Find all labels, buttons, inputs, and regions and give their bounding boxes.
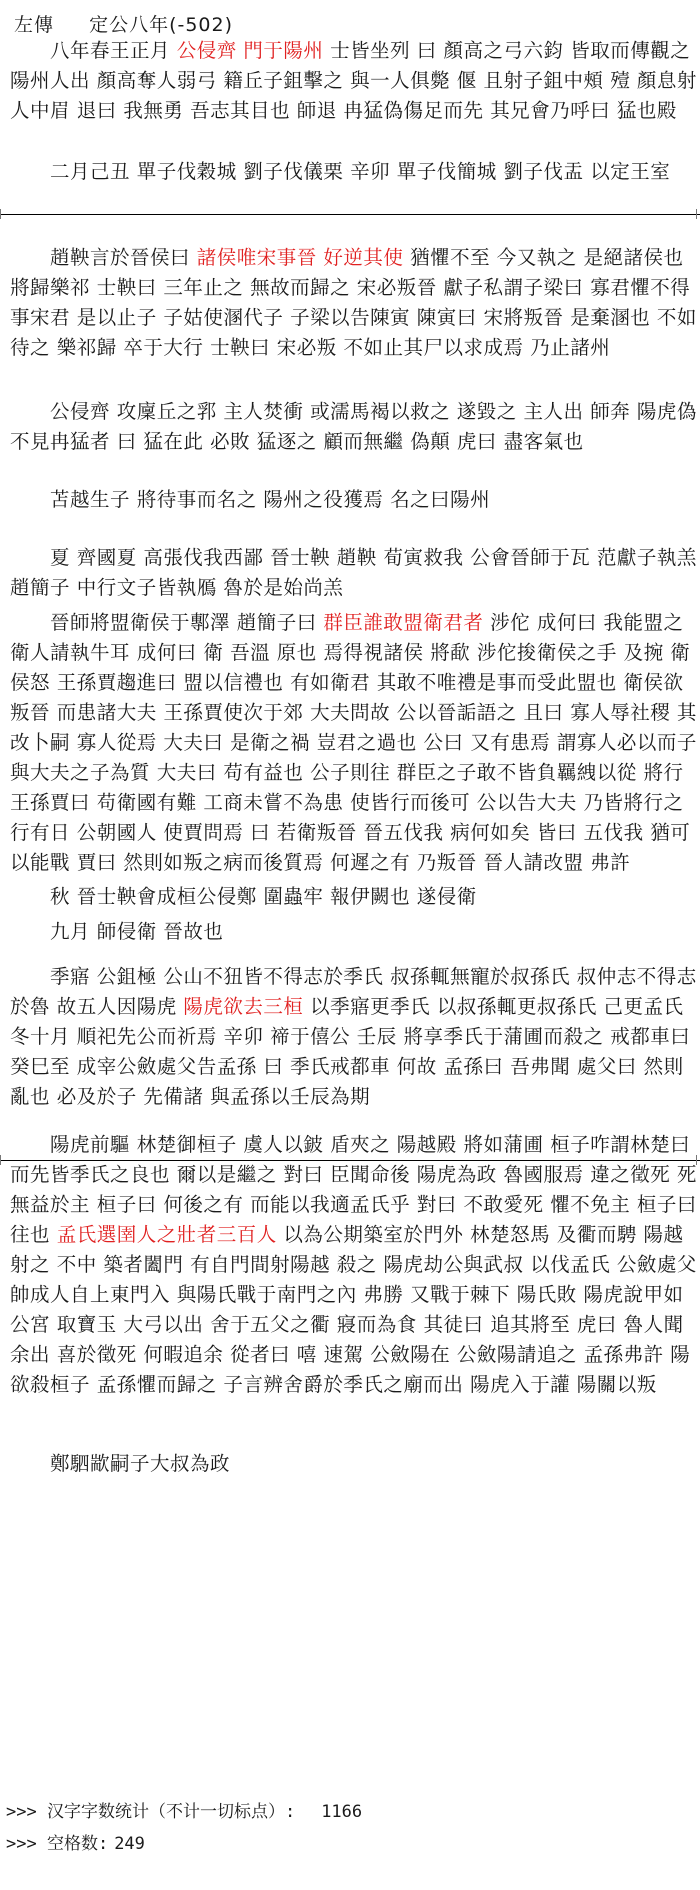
highlighted-text: 群臣誰敢盟衛君者 [323, 611, 484, 634]
highlighted-text: 公侵齊 門于陽州 [176, 39, 324, 62]
paragraph-1 [10, 36, 698, 126]
paragraph-4 [10, 397, 698, 457]
page-break-tick [0, 1155, 1, 1165]
paragraph-2 [10, 157, 698, 187]
text-segment: 九月 師侵衛 晉故也 [50, 920, 224, 943]
highlighted-text: 陽虎欲去三桓 [183, 995, 304, 1018]
paragraph-9 [10, 917, 698, 947]
text-segment: 以為公期築室於門外 林楚怒馬 及衢而騁 陽越射之 不中 築者闔門 有自門間射陽越 殺之 陽虎劫公與武叔 以伐孟氏 公斂處父帥成人自上東門入 與陽氏戰于南門之內 弗勝 又戰于棘下 陽氏敗 陽虎說甲如公宮 取寶玉 大弓以出 舍于五父之衢 寢而為食 其徒曰 追其將至 虎曰 魯人聞余出 喜於徵死 何暇追余 從者曰 嘻 速駕 公斂陽在 公斂陽請追之 孟孫弗許 陽欲殺桓子 孟孫懼而歸之 子言辨舍爵於季氏之廟而出 陽虎入于讙 陽關以叛 [10, 1223, 697, 1396]
text-segment: 季寤 公鉏極 公山不狃皆不得志於季氏 叔孫輒無寵於叔孫氏 叔仲志不得志於魯 故五人因陽虎 [10, 965, 697, 1018]
page-break-tick [0, 209, 1, 219]
document-header [14, 10, 261, 37]
text-segment: 夏 齊國夏 高張伐我西鄙 晉士鞅 趙鞅 荀寅救我 公會晉師于瓦 范獻子執羔 趙簡子 中行文子皆執鴈 魯於是始尚羔 [10, 546, 697, 599]
text-segment: 陽虎前驅 林楚御桓子 虞人以鈹 盾夾之 陽越殿 將如蒲圃 桓子咋謂林楚曰 而先皆季氏之良也 爾以是繼之 對曰 臣聞命後 陽虎為政 魯國服焉 違之徵死 死無益於主 桓子曰 何後之有 而能以我適孟氏乎 對曰 不敢愛死 懼不免主 桓子曰 往也 [10, 1133, 697, 1246]
paragraph-5 [10, 485, 698, 515]
space-count-value: 249 [114, 1834, 145, 1854]
highlighted-text: 孟氏選圉人之壯者三百人 [56, 1223, 277, 1246]
text-segment: 士皆坐列 曰 顏高之弓六鈞 皆取而傳觀之 陽州人出 顏高奪人弱弓 籍丘子鉏擊之 與一人俱斃 偃 且射子鉏中頰 殪 顏息射人中眉 退曰 我無勇 吾志其目也 師退 冉猛偽傷足而先 其兄會乃呼曰 猛也殿 [10, 39, 697, 122]
chapter-title: 定公八年(-502) [89, 14, 234, 36]
text-segment: 苫越生子 將待事而名之 陽州之役獲焉 名之曰陽州 [50, 488, 491, 511]
text-segment: 公侵齊 攻廩丘之郛 主人焚衝 或濡馬褐以救之 遂毀之 主人出 師奔 陽虎偽不見冉猛者 曰 猛在此 必敗 猛逐之 顧而無繼 偽顛 虎曰 盡客氣也 [10, 400, 697, 453]
char-count-line [6, 1797, 362, 1827]
page-break-tick [696, 1155, 697, 1165]
text-segment: 八年春王正月 [50, 39, 177, 62]
page-break-line [0, 214, 700, 215]
paragraph-8 [10, 882, 698, 912]
highlighted-text: 諸侯唯宋事晉 好逆其使 [196, 246, 404, 269]
text-segment: 二月己丑 單子伐穀城 劉子伐儀栗 辛卯 單子伐簡城 劉子伐盂 以定王室 [50, 160, 671, 183]
text-segment: 晉師將盟衛侯于鄟澤 趙簡子曰 [50, 611, 324, 634]
space-count-line [6, 1829, 145, 1859]
text-segment: 猶懼不至 今又執之 是絕諸侯也 將歸樂祁 士鞅曰 三年止之 無故而歸之 宋必叛晉 獻子私謂子梁曰 寡君懼不得事宋君 是以止子 子姑使溷代子 子梁以告陳寅 陳寅曰 宋將叛晉 是棄溷也 不如待之 樂祁歸 卒于大行 士鞅曰 宋必叛 不如止其尸以求成焉 乃止諸州 [10, 246, 697, 359]
page-break-tick [696, 209, 697, 219]
text-segment: 秋 晉士鞅會成桓公侵鄭 圍蟲牢 報伊闕也 遂侵衛 [50, 885, 477, 908]
paragraph-12 [10, 1449, 698, 1479]
paragraph-3 [10, 243, 698, 363]
text-segment: 趙鞅言於晉侯曰 [50, 246, 197, 269]
paragraph-7 [10, 608, 698, 878]
text-segment: 以季寤更季氏 以叔孫輒更叔孫氏 己更孟氏 冬十月 順祀先公而祈焉 辛卯 禘于僖公 壬辰 將享季氏于蒲圃而殺之 戒都車曰 癸巳至 成宰公斂處父告孟孫 曰 季氏戒都車 何故 孟孫曰 吾弗聞 處父曰 然則亂也 必及於子 先備諸 與孟孫以壬辰為期 [10, 995, 691, 1108]
char-count-label: >>> 汉字字数统计（不计一切标点）: [6, 1802, 296, 1822]
paragraph-10 [10, 962, 698, 1112]
paragraph-6 [10, 543, 698, 603]
page-break-line [0, 1160, 700, 1161]
text-segment: 鄭駟歂嗣子大叔為政 [50, 1452, 231, 1475]
text-segment: 涉佗 成何曰 我能盟之 衛人請執牛耳 成何曰 衛 吾溫 原也 焉得視諸侯 將歃 涉佗捘衛侯之手 及捥 衛侯怒 王孫賈趨進曰 盟以信禮也 有如衛君 其敢不唯禮是事而受此盟也 衛侯欲叛晉 而患諸大夫 王孫賈使次于郊 大夫問故 公以晉詬語之 且曰 寡人辱社稷 其改卜嗣 寡人從焉 大夫曰 是衛之禍 豈君之過也 公曰 又有患焉 謂寡人必以而子與大夫之子為質 大夫曰 苟有益也 公子則往 群臣之子敢不皆負羈絏以從 將行 王孫賈曰 苟衛國有難 工商未嘗不為患 使皆行而後可 公以告大夫 乃皆將行之 行有日 公朝國人 使賈問焉 曰 若衛叛晉 晉五伐我 病何如矣 皆曰 五伐我 猶可以能戰 賈曰 然則如叛之病而後質焉 何遲之有 乃叛晉 晉人請改盟 弗許 [10, 611, 697, 874]
char-count-value: 1166 [321, 1802, 363, 1822]
book-title: 左傳 [14, 14, 55, 36]
space-count-label: >>> 空格数: [6, 1834, 109, 1854]
paragraph-11 [10, 1130, 698, 1400]
